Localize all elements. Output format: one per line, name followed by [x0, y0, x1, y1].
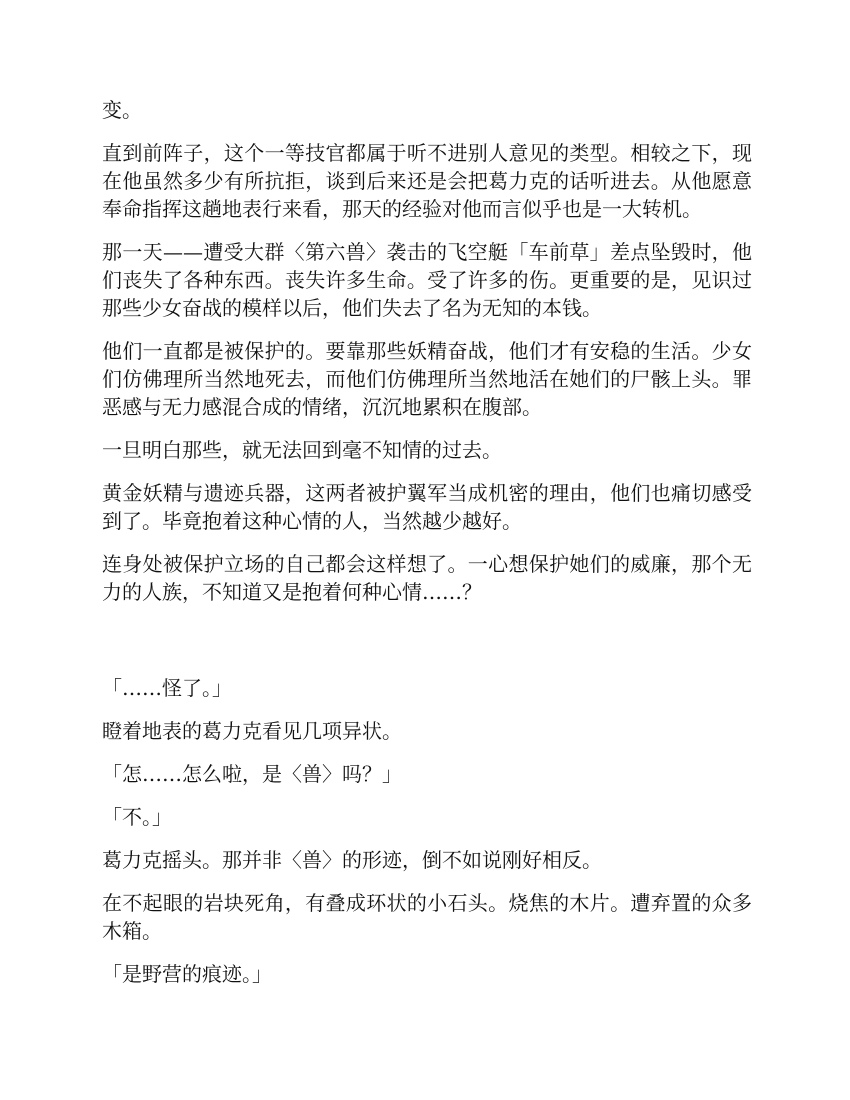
dialogue-strange: 「……怪了。」	[102, 676, 232, 700]
paragraph-technical-officer: 直到前阵子，这个一等技官都属于听不进别人意见的类型。相较之下，现在他虽然多少有所抗拒，谈到后来还是会把葛力克的话听进去。从他愿意奉命指挥这趟地表行来看，那天的经验对他而言似乎也是一大转机。	[102, 141, 752, 221]
paragraph-continuation: 变。	[102, 98, 142, 122]
dialogue-beast-question: 「怎……怎么啦，是〈兽〉吗？」	[102, 762, 402, 786]
paragraph-secrets: 黄金妖精与遗迹兵器，这两者被护翼军当成机密的理由，他们也痛切感受到了。毕竟抱着这种心情的人，当然越少越好。	[102, 481, 752, 533]
paragraph-that-day: 那一天——遭受大群〈第六兽〉袭击的飞空艇「车前草」差点坠毁时，他们丧失了各种东西。丧失许多生命。受了许多的伤。更重要的是，见识过那些少女奋战的模样以后，他们失去了名为无知的本钱。	[102, 240, 752, 320]
paragraph-stones: 在不起眼的岩块死角，有叠成环状的小石头。烧焦的木片。遭弃置的众多木箱。	[102, 891, 752, 943]
dialogue-campsite: 「是野营的痕迹。」	[102, 962, 272, 986]
document-page	[102, 96, 752, 1003]
paragraph-protected: 他们一直都是被保护的。要靠那些妖精奋战，他们才有安稳的生活。少女们仿佛理所当然地死去，而他们仿佛理所当然地活在她们的尸骸上头。罪恶感与无力感混合成的情绪，沉沉地累积在腹部。	[102, 339, 752, 419]
paragraph-cannot-return: 一旦明白那些，就无法回到毫不知情的过去。	[102, 438, 502, 462]
paragraph-willem: 连身处被保护立场的自己都会这样想了。一心想保护她们的威廉，那个无力的人族，不知道又是抱着何种心情……？	[102, 552, 752, 604]
paragraph-shakes-head: 葛力克摇头。那并非〈兽〉的形迹，倒不如说刚好相反。	[102, 848, 602, 872]
dialogue-no: 「不。」	[102, 805, 172, 829]
paragraph-anomalies: 瞪着地表的葛力克看见几项异状。	[102, 719, 402, 743]
